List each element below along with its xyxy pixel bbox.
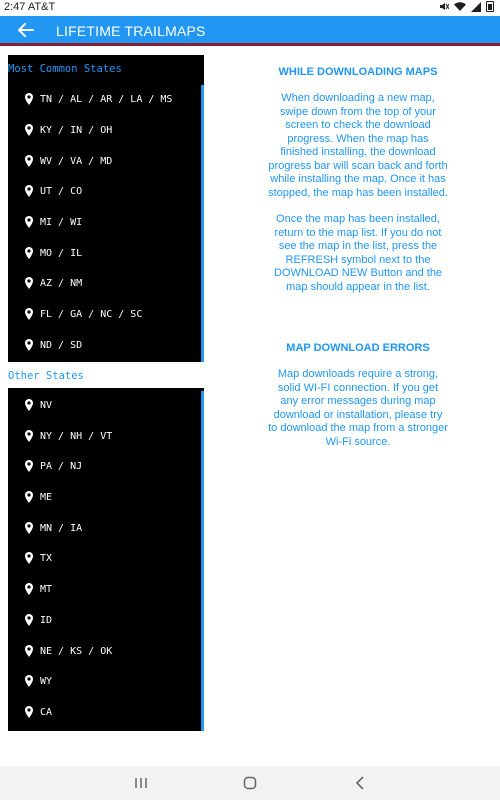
state-label: WY xyxy=(40,676,53,687)
section-header-common: Most Common States xyxy=(8,63,122,75)
nav-back-icon[interactable] xyxy=(351,775,369,791)
state-label: UT / CO xyxy=(40,186,83,197)
state-item[interactable] xyxy=(8,575,204,605)
map-pin-icon xyxy=(25,552,33,564)
map-pin-icon xyxy=(25,216,33,228)
map-pin-icon xyxy=(25,583,33,595)
state-label: TX xyxy=(40,553,53,564)
state-item[interactable] xyxy=(8,208,204,238)
status-icons xyxy=(438,1,494,12)
state-label: ME xyxy=(40,492,53,503)
state-label: TN / AL / AR / LA / MS xyxy=(40,94,173,105)
errors-title: MAP DOWNLOAD ERRORS xyxy=(286,342,430,354)
map-pin-icon xyxy=(25,247,33,259)
map-pin-icon xyxy=(25,614,33,626)
status-time xyxy=(4,1,55,13)
state-item[interactable] xyxy=(8,239,204,269)
state-item[interactable] xyxy=(8,269,204,299)
downloading-paragraph-1: When downloading a new map, swipe down from the top of your screen to check the download progress. When the map has finished installing, the download progress bar will scan back and forth while installing the map. Once it has stopped, the map has been installed. xyxy=(268,92,448,199)
state-item[interactable] xyxy=(8,422,204,452)
map-pin-icon xyxy=(25,308,33,320)
system-nav-bar xyxy=(0,766,500,800)
map-pin-icon xyxy=(25,491,33,503)
arrow-left-icon[interactable] xyxy=(16,20,36,40)
state-item[interactable] xyxy=(8,698,204,728)
state-item[interactable] xyxy=(8,177,204,207)
map-pin-icon xyxy=(25,399,33,411)
state-label: WV / VA / MD xyxy=(40,156,113,167)
state-item[interactable] xyxy=(8,391,204,421)
wifi-icon xyxy=(454,2,466,12)
state-label: MI / WI xyxy=(40,217,83,228)
recents-icon[interactable] xyxy=(132,775,150,791)
state-label: MN / IA xyxy=(40,523,83,534)
scrollbar-other[interactable] xyxy=(201,391,204,731)
errors-paragraph: Map downloads require a strong, solid WI-FI connection. If you get any error messages during map download or installation, please try to download the map from a stronger Wi-Fi source. xyxy=(268,368,448,448)
state-label: NY / NH / VT xyxy=(40,431,113,442)
state-list xyxy=(8,55,204,731)
app-bar xyxy=(0,16,500,46)
state-label: NE / KS / OK xyxy=(40,646,113,657)
downloading-section xyxy=(268,66,448,294)
map-pin-icon xyxy=(25,522,33,534)
map-pin-icon xyxy=(25,124,33,136)
downloading-title: WHILE DOWNLOADING MAPS xyxy=(278,66,438,78)
section-header-other: Other States xyxy=(8,362,204,388)
map-pin-icon xyxy=(25,185,33,197)
map-pin-icon xyxy=(25,430,33,442)
scrollbar-common[interactable] xyxy=(201,85,204,362)
state-item[interactable] xyxy=(8,452,204,482)
signal-icon xyxy=(471,2,481,12)
status-clock: 2:47 xyxy=(4,1,26,13)
state-item[interactable] xyxy=(8,116,204,146)
status-bar xyxy=(0,0,500,16)
state-label: FL / GA / NC / SC xyxy=(40,309,143,320)
mute-icon xyxy=(438,1,449,12)
page-title: LIFETIME TRAILMAPS xyxy=(56,23,206,39)
downloading-paragraph-2: Once the map has been installed, return to the map list. If you do not see the map in the list, press the REFRESH symbol next to the DOWNLOAD NEW Button and the map should appear in the list. xyxy=(273,213,443,293)
map-pin-icon xyxy=(25,675,33,687)
state-label: AZ / NM xyxy=(40,278,83,289)
state-label: NV xyxy=(40,400,53,411)
battery-icon xyxy=(486,1,494,12)
state-label: ND / SD xyxy=(40,340,83,351)
state-item[interactable] xyxy=(8,147,204,177)
map-pin-icon xyxy=(25,339,33,351)
state-label: PA / NJ xyxy=(40,461,83,472)
status-carrier: AT&T xyxy=(27,1,56,13)
state-item[interactable] xyxy=(8,483,204,513)
map-pin-icon xyxy=(25,460,33,472)
map-pin-icon xyxy=(25,93,33,105)
map-pin-icon xyxy=(25,706,33,718)
state-item[interactable] xyxy=(8,606,204,636)
state-item[interactable] xyxy=(8,514,204,544)
home-icon[interactable] xyxy=(241,775,259,791)
state-label: ID xyxy=(40,615,53,626)
state-item[interactable] xyxy=(8,544,204,574)
state-item[interactable] xyxy=(8,637,204,667)
state-label: CA xyxy=(40,707,53,718)
map-pin-icon xyxy=(25,277,33,289)
map-pin-icon xyxy=(25,645,33,657)
errors-section xyxy=(268,342,448,449)
state-item[interactable] xyxy=(8,331,204,361)
state-label: KY / IN / OH xyxy=(40,125,113,136)
map-pin-icon xyxy=(25,155,33,167)
state-item[interactable] xyxy=(8,300,204,330)
state-item[interactable] xyxy=(8,667,204,697)
state-item[interactable] xyxy=(8,85,204,115)
state-label: MT xyxy=(40,584,53,595)
state-label: MO / IL xyxy=(40,248,83,259)
